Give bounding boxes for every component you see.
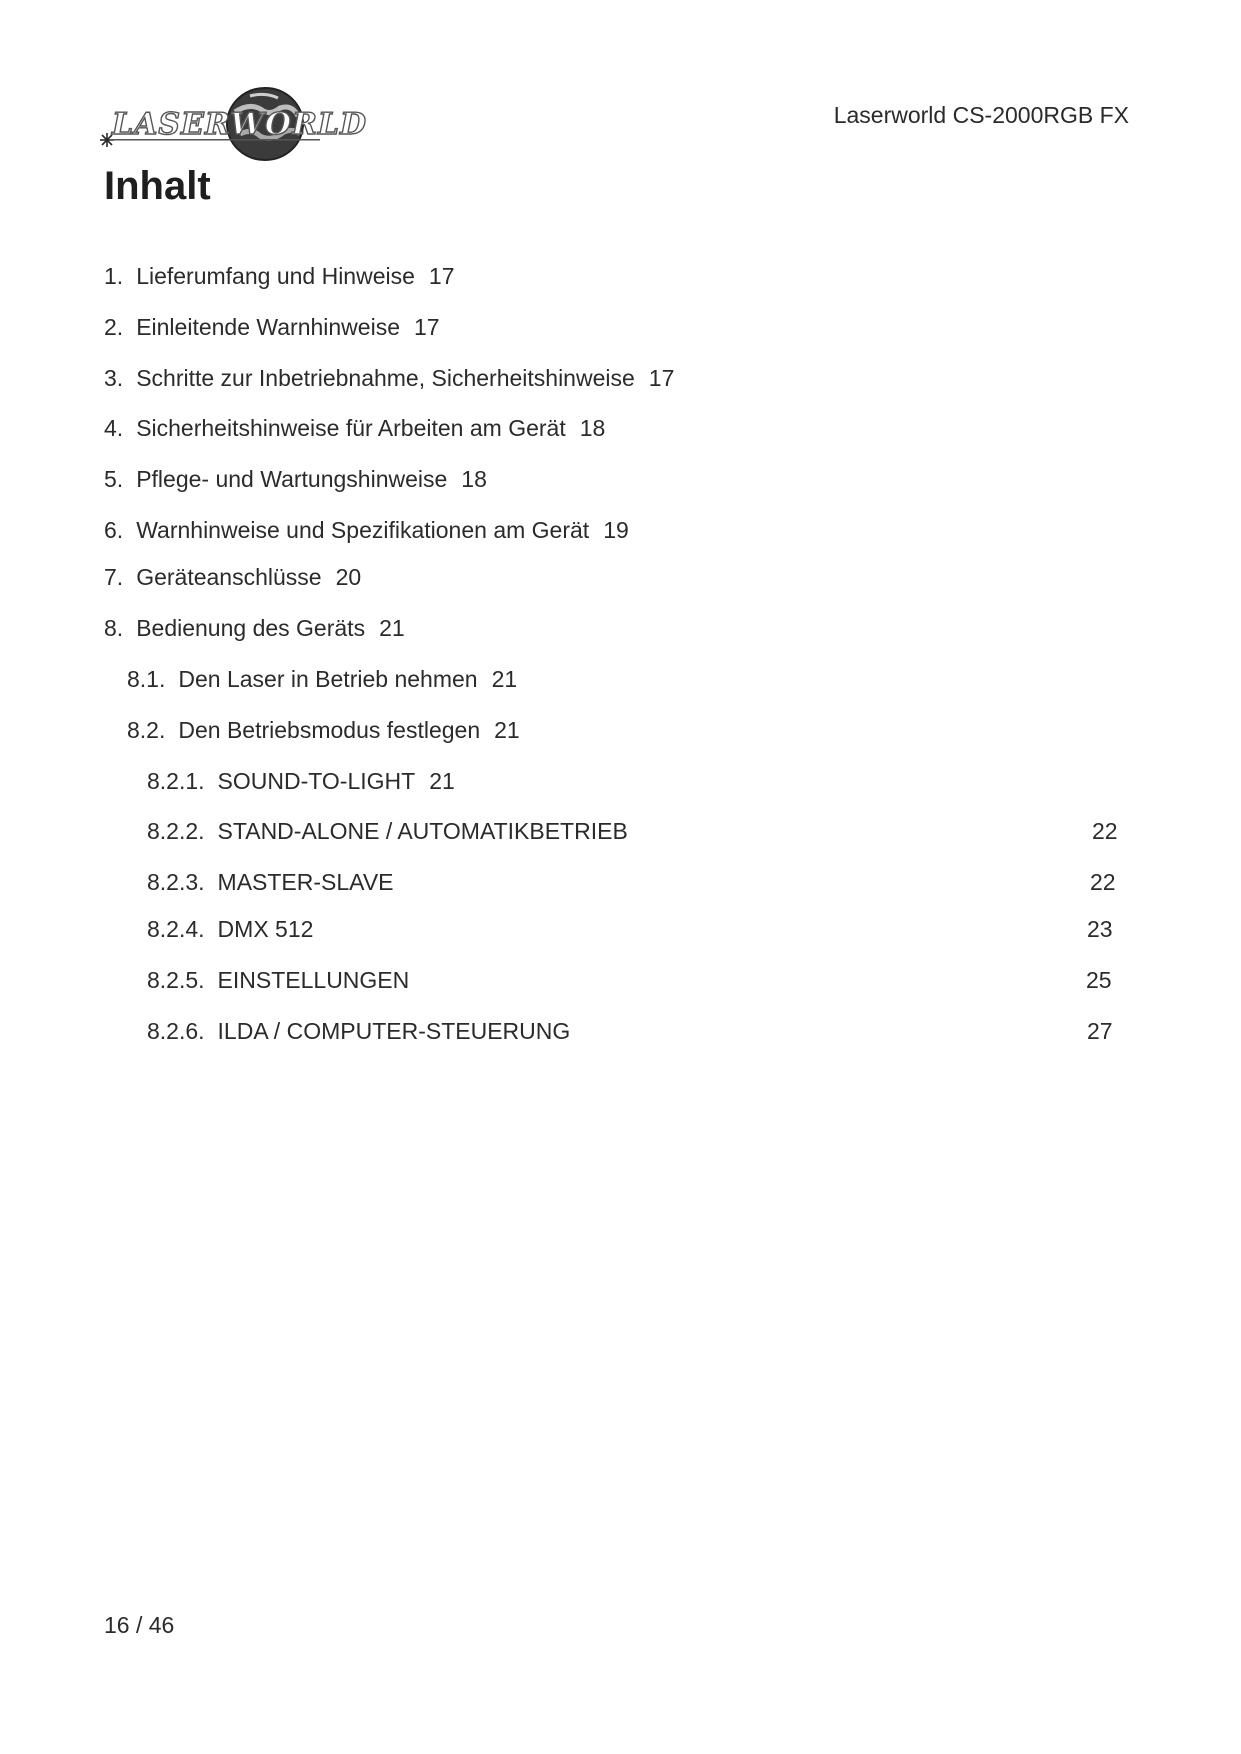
toc-text: DMX 512 [217, 916, 314, 942]
toc-number: 7. [104, 564, 124, 590]
toc-text: Geräteanschlüsse [136, 564, 322, 590]
toc-text: Pflege- und Wartungshinweise [136, 466, 448, 492]
toc-number: 5. [104, 466, 124, 492]
toc-text: MASTER-SLAVE [217, 869, 394, 895]
toc-text: SOUND-TO-LIGHT [217, 768, 416, 794]
toc-entry[interactable] [104, 414, 605, 442]
toc-number: 1. [104, 263, 124, 289]
toc-entry[interactable] [147, 767, 455, 795]
toc-page: 20 [335, 564, 362, 590]
toc-number: 8.1. [127, 666, 166, 692]
toc-entry[interactable] [127, 716, 520, 744]
toc-page: 21 [494, 717, 520, 743]
toc-entry[interactable] [104, 614, 405, 642]
toc-page: 27 [1087, 1018, 1113, 1044]
toc-text: STAND-ALONE / AUTOMATIKBETRIEB [217, 818, 628, 844]
toc-entry[interactable] [147, 1017, 570, 1045]
toc-entry[interactable] [104, 516, 629, 544]
toc-page: 17 [428, 263, 455, 289]
toc-number: 8.2.6. [147, 1018, 205, 1044]
toc-entry[interactable] [104, 262, 455, 290]
toc-number: 4. [104, 415, 124, 441]
toc-entry[interactable] [104, 313, 440, 341]
toc-number: 8.2. [127, 717, 166, 743]
header-product-name: Laserworld CS-2000RGB FX [833, 102, 1129, 128]
logo-wordmark: LASERWORLD [112, 107, 368, 142]
toc-number: 8.2.4. [147, 916, 205, 942]
toc-text: Schritte zur Inbetriebnahme, Sicherheitshinweise [136, 365, 635, 391]
toc-number: 2. [104, 314, 124, 340]
toc-text: Den Laser in Betrieb nehmen [178, 666, 478, 692]
toc-number: 8.2.3. [147, 869, 205, 895]
toc-entry[interactable] [104, 364, 674, 392]
toc-text: EINSTELLUNGEN [217, 967, 410, 993]
toc-page: 17 [413, 314, 440, 340]
toc-entry[interactable] [104, 465, 487, 493]
page-number: 16 / 46 [104, 1612, 175, 1638]
toc-entry[interactable] [147, 915, 313, 943]
toc-page: 21 [491, 666, 518, 692]
toc-page: 25 [1086, 967, 1112, 993]
toc-number: 3. [104, 365, 124, 391]
toc-page: 18 [579, 415, 606, 441]
toc-entry[interactable] [127, 665, 517, 693]
toc-number: 8.2.5. [147, 967, 205, 993]
toc-number: 8.2.1. [147, 768, 205, 794]
toc-text: Warnhinweise und Spezifikationen am Gerät [136, 517, 590, 543]
toc-page: 21 [429, 768, 455, 794]
toc-page: 17 [648, 365, 675, 391]
toc-number: 6. [104, 517, 124, 543]
toc-number: 8. [104, 615, 124, 641]
toc-entry[interactable] [147, 817, 628, 845]
toc-entry[interactable] [147, 868, 394, 896]
toc-entry[interactable] [104, 563, 361, 591]
toc-text: Einleitende Warnhinweise [136, 314, 400, 340]
toc-text: Bedienung des Geräts [136, 615, 366, 641]
toc-page: 22 [1092, 818, 1118, 844]
page-title: Inhalt [104, 164, 211, 208]
toc-number: 8.2.2. [147, 818, 205, 844]
toc-text: Sicherheitshinweise für Arbeiten am Gerät [136, 415, 566, 441]
toc-text: Lieferumfang und Hinweise [136, 263, 415, 289]
toc-page: 19 [603, 517, 629, 543]
toc-page: 23 [1087, 916, 1113, 942]
toc-entry[interactable] [147, 966, 409, 994]
toc-page: 21 [379, 615, 405, 641]
toc-text: Den Betriebsmodus festlegen [178, 717, 481, 743]
toc-text: ILDA / COMPUTER-STEUERUNG [217, 1018, 571, 1044]
toc-page: 18 [461, 466, 487, 492]
toc-page: 22 [1090, 869, 1116, 895]
